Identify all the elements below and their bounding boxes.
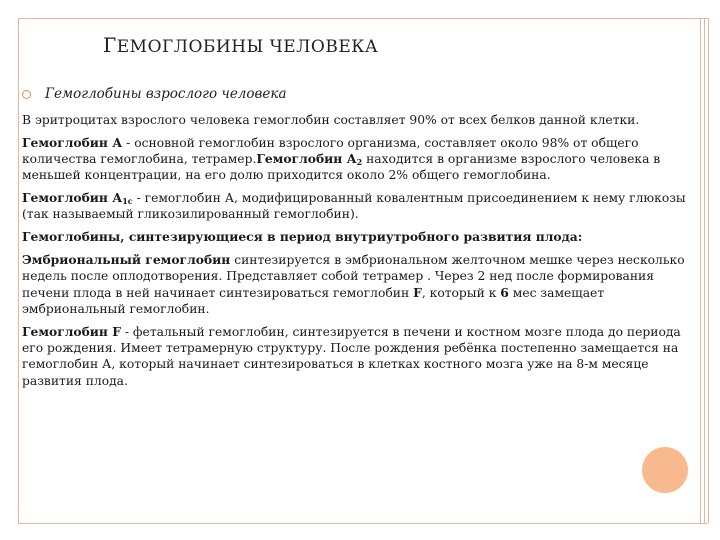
- text-embryonic-2: , который к: [421, 285, 501, 300]
- term-hb-a: Гемоглобин А: [22, 134, 123, 150]
- circle-bullet-icon: [22, 90, 31, 99]
- text-embryonic-1: синтезируется в эмбриональном желточном мешке через несколько недель после оплодотворения. Представляет собой тетрамер . Через 2 нед после формирования печени плода в ней начинает синтезироваться гемоглобин: [22, 253, 685, 300]
- title-rest: ЕМОГЛОБИНЫ ЧЕЛОВЕКА: [116, 37, 379, 57]
- term-embryonic: Эмбриональный гемоглобин: [22, 252, 231, 268]
- paragraph-intro: В эритроцитах взрослого человека гемоглобин составляет 90% от всех белков данной клетки.: [22, 113, 640, 127]
- paragraph-fetal-heading: Гемоглобины, синтезирующиеся в период внутриутробного развития плода:: [22, 229, 583, 245]
- text-embryonic-3: мес замещает эмбриональный гемоглобин.: [22, 285, 605, 316]
- term-f: F: [413, 284, 422, 300]
- text-hb-f: - фетальный гемоглобин, синтезируется в печени и костном мозге плода до периода его рождения. Имеет тетрамерную структуру. После рождения ребёнка постепенно замещается на гемоглобин А, который начинает синтезироваться в клетках костного мозга уже на 8-м месяце развития плода.: [22, 324, 681, 388]
- title-initial: Г: [103, 33, 117, 57]
- frame-top-line: [18, 18, 708, 19]
- term-six: 6: [500, 284, 509, 300]
- term-hb-a1c-base: Гемоглобин А: [22, 190, 123, 206]
- term-hb-a2: [256, 151, 362, 166]
- decorative-circle: [642, 447, 688, 493]
- slide-body: [22, 112, 686, 395]
- subheading-row: [22, 86, 287, 102]
- subheading: Гемоглобины взрослого человека: [45, 86, 287, 102]
- text-hb-a: - основной гемоглобин взрослого организма, составляет около 98% от общего количества гемоглобина, тетрамер.: [22, 135, 639, 167]
- slide-title: [103, 33, 378, 57]
- frame-right-stripe: [704, 18, 705, 523]
- frame-bottom-line: [18, 523, 708, 524]
- frame-right-line: [708, 18, 709, 523]
- term-hb-a2-sub: 2: [356, 157, 363, 168]
- term-hb-a1c: [22, 190, 133, 205]
- term-hb-a1c-sub: 1с: [122, 196, 133, 207]
- paragraph-embryonic: [22, 252, 686, 317]
- paragraph-hb-f: [22, 324, 686, 389]
- frame-left-line: [18, 18, 19, 523]
- term-hb-a2-base: Гемоглобин А: [256, 151, 357, 167]
- term-hb-f: Гемоглобин F: [22, 323, 121, 339]
- text-hb-a2: находится в организме взрослого человека в меньшей концентрации, на его долю приходится около 2% общего гемоглобина.: [22, 152, 661, 183]
- paragraph-hb-a: [22, 135, 686, 184]
- text-hb-a1c: - гемоглобин А, модифицированный ковалентным присоединением к нему глюкозы (так называемый гликозилированный гемоглобин).: [22, 191, 686, 222]
- frame-right-stripe: [700, 18, 701, 523]
- paragraph-hb-a1c: [22, 190, 686, 223]
